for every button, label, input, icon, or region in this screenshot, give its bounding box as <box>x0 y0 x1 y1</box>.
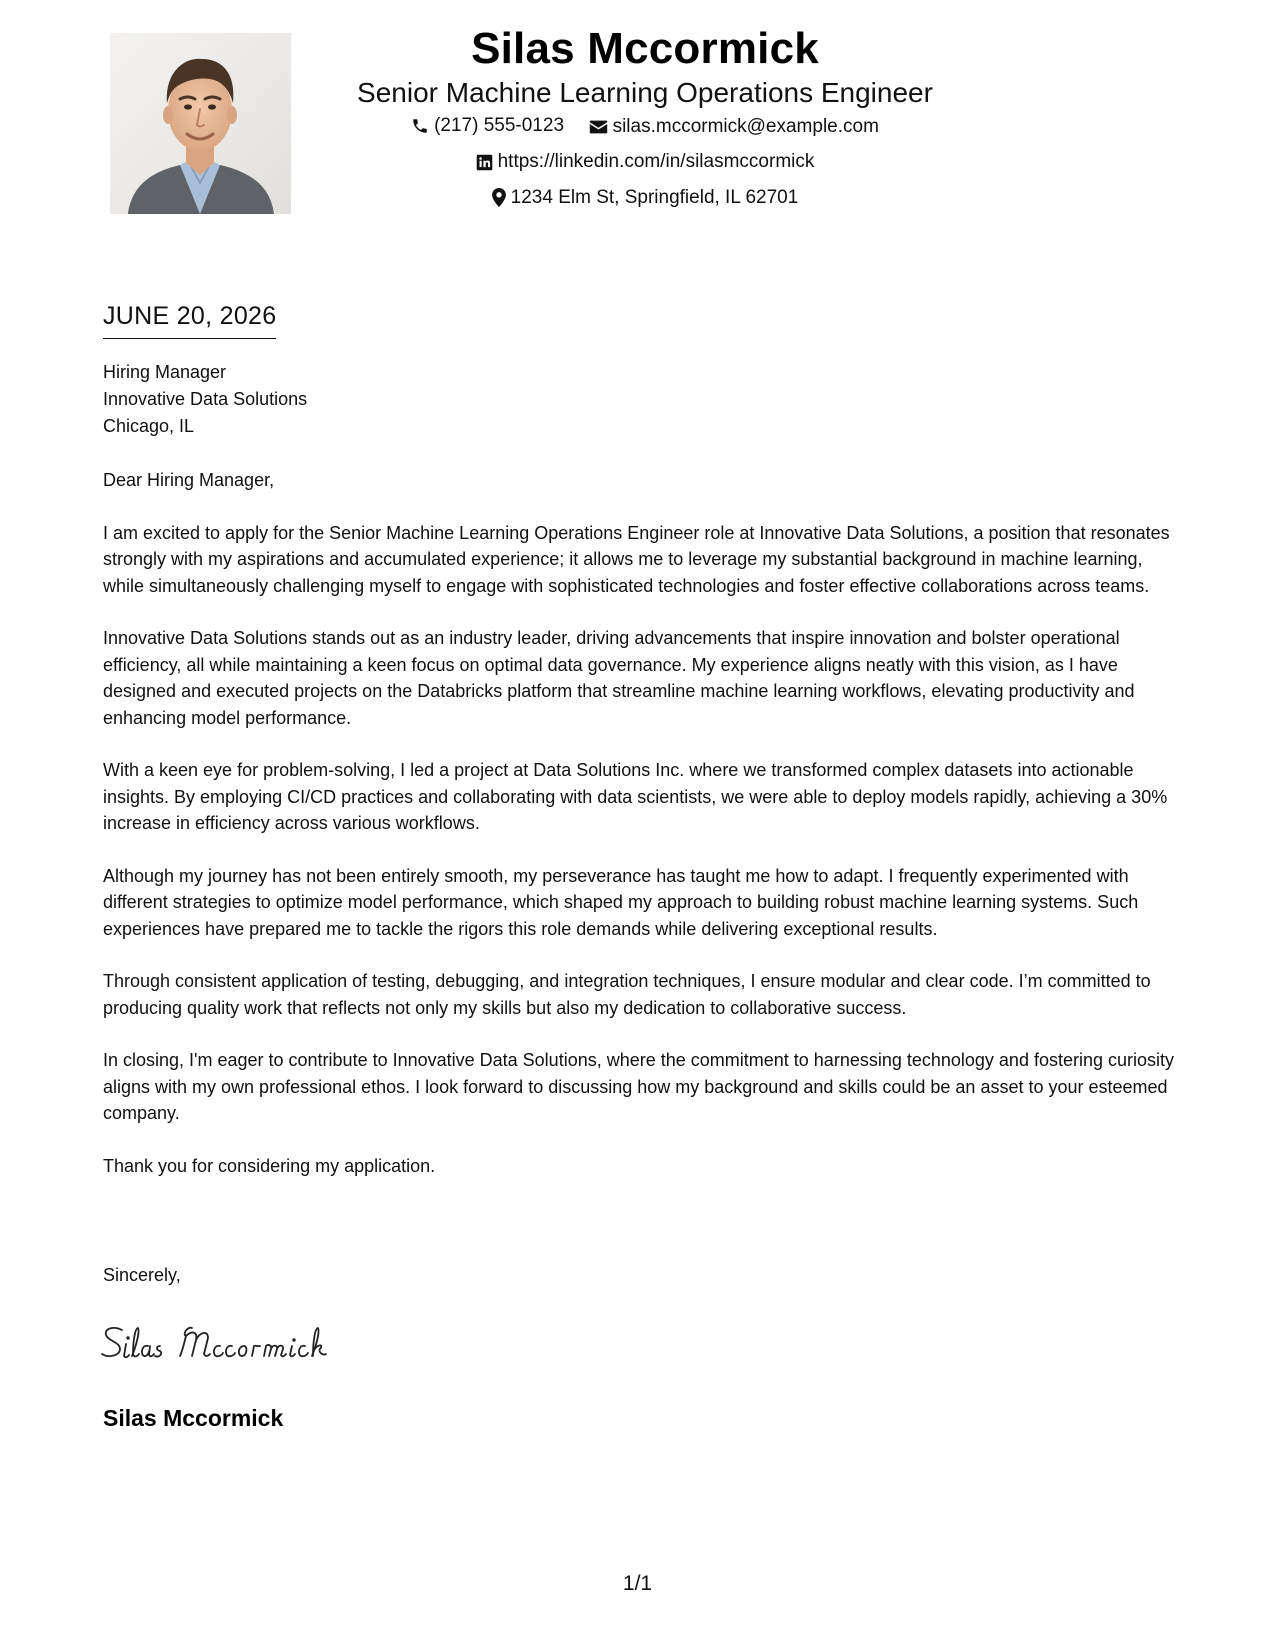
recipient-name: Hiring Manager <box>103 362 227 382</box>
recipient-block <box>103 359 307 440</box>
letter-date: JUNE 20, 2026 <box>103 300 276 339</box>
signature-graphic <box>100 1318 370 1368</box>
profile-photo <box>110 33 291 214</box>
linkedin-icon <box>476 154 493 171</box>
date-block <box>103 300 276 339</box>
paragraph-7: Thank you for considering my application. <box>103 1155 436 1176</box>
phone-text: (217) 555-0123 <box>434 115 565 136</box>
contact-line-linkedin <box>330 146 960 182</box>
email-contact[interactable] <box>589 111 879 143</box>
handwritten-signature <box>100 1318 370 1368</box>
candidate-name: Silas Mccormick <box>471 24 819 73</box>
paragraph-4: Although my journey has not been entirely smooth, my perseverance has taught me how to adapt. I frequently experimented with different strategies to optimize model performance, which shaped my approach to building robust machine learning systems. Such experiences have prepared me to tackle the rigors this role demands while delivering exceptional results. <box>103 865 1139 939</box>
closing: Sincerely, <box>103 1265 181 1285</box>
paragraph-6: In closing, I'm eager to contribute to Innovative Data Solutions, where the commitment to harnessing technology and fostering curiosity aligns with my own professional ethos. I look forward to discussing how my background and skills could be an asset to your esteemed company. <box>103 1050 1175 1123</box>
contact-line-primary <box>330 110 960 146</box>
paragraph-1: I am excited to apply for the Senior Machine Learning Operations Engineer role at Innovative Data Solutions, a position that resonates strongly with my aspirations and accumulated experience; it allows me to leverage my substantial background in machine learning, while simultaneously challenging myself to engage with sophisticated technologies and foster effective collaborations across teams. <box>103 522 1170 596</box>
letter-body <box>103 467 1183 1205</box>
recipient-company: Innovative Data Solutions <box>103 389 308 409</box>
salutation: Dear Hiring Manager, <box>103 470 275 490</box>
phone-icon <box>411 117 429 135</box>
linkedin-contact[interactable] <box>476 146 815 178</box>
map-pin-icon <box>492 188 506 207</box>
address-text: 1234 Elm St, Springfield, IL 62701 <box>510 186 799 208</box>
email-text: silas.mccormick@example.com <box>612 116 879 137</box>
linkedin-text: https://linkedin.com/in/silasmccormick <box>497 151 815 172</box>
recipient-location: Chicago, IL <box>103 416 195 436</box>
address-contact <box>492 182 799 214</box>
profile-photo-illustration <box>110 33 291 214</box>
phone-contact[interactable] <box>411 110 564 142</box>
paragraph-5: Through consistent application of testing, debugging, and integration techniques, I ensure modular and clear code. I’m committed to producing quality work that reflects not only my skills but also my dedication to collaborative success. <box>103 971 1151 1018</box>
signed-name: Silas Mccormick <box>103 1405 284 1431</box>
envelope-icon <box>589 119 608 135</box>
contact-line-address <box>330 182 960 219</box>
job-title: Senior Machine Learning Operations Engineer <box>357 77 933 108</box>
header <box>330 22 960 218</box>
page-number: 1/1 <box>622 1572 653 1595</box>
paragraph-3: With a keen eye for problem-solving, I led a project at Data Solutions Inc. where we transformed complex datasets into actionable insights. By employing CI/CD practices and collaborating with data scientists, we were able to deploy models rapidly, achieving a 30% increase in efficiency across various workflows. <box>103 760 1168 833</box>
paragraph-2: Innovative Data Solutions stands out as an industry leader, driving advancements that inspire innovation and bolster operational efficiency, all while maintaining a keen focus on optimal data governance. My experience aligns neatly with this vision, as I have designed and executed projects on the Databricks platform that streamline machine learning workflows, elevating productivity and enhancing model performance. <box>103 628 1135 728</box>
